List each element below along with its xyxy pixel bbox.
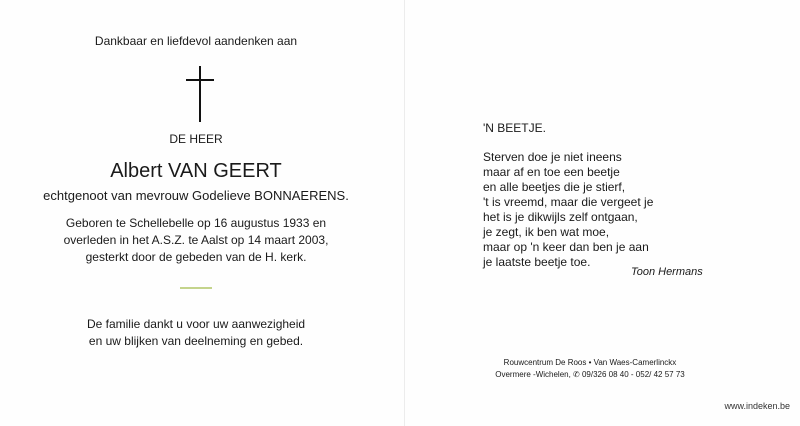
poem-line: het is je dikwijls zelf ontgaan,	[483, 210, 638, 224]
thanks-line: en uw blijken van deelneming en gebed.	[88, 334, 304, 348]
thanks-line: De familie dankt u voor uw aanwezigheid	[86, 317, 306, 331]
funeral-home-contact: Overmere -Wichelen, ✆ 09/326 08 40 - 052/ 42 57 73	[495, 370, 685, 379]
bio-line: gesterkt door de gebeden van de H. kerk.	[85, 250, 307, 264]
cross-icon	[186, 66, 214, 122]
bio-line: overleden in het A.S.Z. te Aalst op 14 maart 2003,	[63, 233, 329, 247]
poem-author: Toon Hermans	[631, 266, 703, 278]
poem-line: 't is vreemd, maar die vergeet je	[483, 195, 654, 209]
cross-vertical	[199, 66, 201, 122]
right-panel	[405, 0, 800, 426]
family-thanks	[0, 316, 392, 350]
poem-body	[483, 150, 653, 270]
funeral-home	[465, 357, 715, 381]
poem-line: je zegt, ik ben wat moe,	[483, 225, 610, 239]
divider	[180, 287, 212, 289]
bio-line: Geboren te Schellebelle op 16 augustus 1933 en	[65, 216, 327, 230]
poem-line: maar op 'n keer dan ben je aan	[483, 240, 649, 254]
poem-line: Sterven doe je niet ineens	[483, 150, 622, 164]
honorific: DE HEER	[169, 132, 223, 146]
cross-horizontal	[186, 79, 214, 81]
funeral-home-name: Rouwcentrum De Roos • Van Waes-Camerlinckx	[503, 358, 677, 367]
intro-text: Dankbaar en liefdevol aandenken aan	[94, 34, 298, 48]
spouse-line: echtgenoot van mevrouw Godelieve BONNAERENS.	[43, 188, 349, 203]
deceased-name: Albert VAN GEERT	[110, 160, 282, 182]
poem-line: maar af en toe een beetje	[483, 165, 620, 179]
poem-line: en alle beetjes die je stierf,	[483, 180, 626, 194]
biography	[0, 215, 392, 266]
poem-line: je laatste beetje toe.	[483, 255, 591, 269]
poem-title: 'N BEETJE.	[483, 121, 546, 135]
watermark: www.indeken.be	[724, 401, 790, 411]
